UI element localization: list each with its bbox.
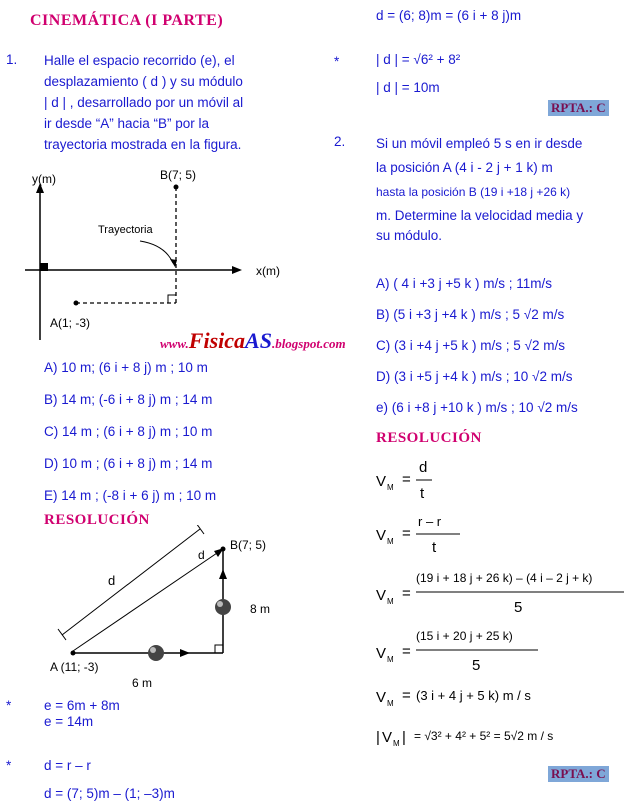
answer-badge-2: RPTA.: C [548, 766, 609, 782]
option-2a: A) ( 4 i +3 j +5 k ) m/s ; 11m/s [376, 276, 553, 291]
problem-1-number: 1. [6, 52, 18, 67]
p2-line-2: la posición A (4 i - 2 j + 1 k) m [376, 160, 553, 175]
eq-2-sign: = [402, 525, 411, 542]
distance-line-1: e = 6m + 8m [44, 698, 120, 713]
point-a2 [71, 651, 76, 656]
ball-horizontal-icon [148, 645, 164, 661]
p1-line-5: trayectoria mostrada en la figura. [44, 137, 242, 152]
p1-line-2: desplazamiento ( d ) y su módulo [44, 74, 243, 89]
resolution-heading-2: RESOLUCIÓN [376, 430, 482, 446]
eq-3-sign: = [402, 585, 411, 602]
vm-5: V [376, 689, 387, 706]
p2-line-3: hasta la posición B (19 i +18 j +26 k) [376, 185, 571, 199]
ball-vertical-icon [215, 599, 231, 615]
trajectory-figure [20, 165, 300, 340]
eq-5-sign: = [402, 687, 411, 704]
eq-1-den: t [420, 485, 425, 502]
problem-2-statement [376, 132, 624, 244]
star-3: * [334, 54, 340, 69]
problem-2-options [376, 268, 578, 423]
problem-2-number: 2. [334, 134, 346, 149]
point-b2-label: B(7; 5) [230, 538, 267, 552]
x-axis-label: x(m) [256, 264, 280, 278]
horizontal-arrow [180, 649, 190, 657]
blog-watermark[interactable] [160, 328, 346, 354]
velocity-equations [372, 452, 628, 752]
option-b: B) 14 m; (-6 i + 8 j) m ; 14 m [44, 392, 213, 407]
p2-line-4: m. Determine la velocidad media y [376, 208, 584, 223]
eq-1-num: d [419, 459, 428, 476]
eq-4-num: (15 i + 20 j + 25 k) [416, 629, 513, 643]
modulus-expr: = √3² + 4² + 5² = 5√2 m / s [414, 729, 554, 743]
option-2d: D) (3 i +5 j +4 k ) m/s ; 10 √2 m/s [376, 369, 573, 384]
star-1: * [6, 698, 12, 713]
p2-line-1: Si un móvil empleó 5 s en ir desde [376, 136, 583, 151]
mod-bar-right: | [402, 729, 406, 746]
mod-bar-left: | [376, 729, 380, 746]
vm-2: V [376, 527, 387, 544]
trajectory-pointer [140, 241, 173, 263]
vm-5-sub: M [387, 699, 394, 708]
point-b2 [221, 547, 226, 552]
distance-calc [44, 698, 120, 730]
vm-3: V [376, 587, 387, 604]
eq-4-sign: = [402, 643, 411, 660]
origin-marker [40, 263, 48, 271]
point-a-label: A(1; -3) [50, 316, 91, 330]
y-axis-label: y(m) [32, 172, 56, 186]
page-title: CINEMÁTICA (I PARTE) [30, 12, 224, 29]
problem-1-options [44, 352, 216, 512]
vm-6: V [382, 729, 393, 746]
displacement-formula-text: d = r – r [44, 758, 91, 773]
eq-3-num: (19 i + 18 j + 26 k) – (4 i – 2 j + k) [416, 571, 593, 585]
vm-4-sub: M [387, 655, 394, 664]
point-a2-label: A (11; -3) [50, 660, 99, 674]
x-axis-arrow [232, 266, 242, 274]
p1-line-3: | d | , desarrollado por un móvil al [44, 95, 244, 110]
d-label: d [108, 573, 116, 588]
dvec-label: d [198, 548, 205, 562]
vm-2-sub: M [387, 537, 394, 546]
point-b [174, 185, 179, 190]
point-b-label: B(7; 5) [160, 168, 197, 182]
right-angle-mark [168, 295, 176, 303]
displacement-values: d = (7; 5)m – (1; –3)m [44, 786, 175, 801]
point-a [74, 301, 79, 306]
eq-5-expr: (3 i + 4 j + 5 k) m / s [416, 688, 531, 703]
watermark-www: www. [160, 336, 189, 351]
right-angle-mark-2 [215, 645, 223, 653]
vm-4: V [376, 645, 387, 662]
vertical-arrow [219, 569, 227, 579]
star-2: * [6, 758, 12, 773]
ball-shine-2 [217, 601, 223, 607]
distance-line-2: e = 14m [44, 714, 94, 729]
horizontal-length-label: 6 m [132, 676, 153, 690]
vm-3-sub: M [387, 597, 394, 606]
d-tick-a [58, 629, 66, 640]
problem-1-statement [44, 50, 288, 155]
eq-3-den: 5 [514, 599, 523, 616]
dvec-line [73, 551, 220, 651]
trajectory-label: Trayectoria [98, 224, 153, 236]
option-e: E) 14 m ; (-8 i + 6 j) m ; 10 m [44, 488, 217, 503]
d-line [62, 529, 200, 635]
p2-line-5: su módulo. [376, 228, 443, 243]
option-2b: B) (5 i +3 j +4 k ) m/s ; 5 √2 m/s [376, 307, 565, 322]
vertical-length-label: 8 m [250, 602, 271, 616]
option-a: A) 10 m; (6 i + 8 j) m ; 10 m [44, 360, 208, 375]
watermark-rest: .blogspot.com [271, 336, 346, 351]
p1-line-4: ir desde “A” hacia “B” por la [44, 116, 210, 131]
displacement-formula [44, 758, 91, 773]
answer-badge-1: RPTA.: C [548, 100, 609, 116]
eq-4-den: 5 [472, 657, 481, 674]
eq-2-den: t [432, 539, 437, 556]
displacement-figure [40, 525, 300, 690]
option-d: D) 10 m ; (6 i + 8 j) m ; 14 m [44, 456, 213, 471]
modulus-line-2: | d | = 10m [376, 80, 440, 95]
watermark-fisica: Fisica [188, 328, 246, 353]
option-c: C) 14 m ; (6 i + 8 j) m ; 10 m [44, 424, 213, 439]
displacement-result: d = (6; 8)m = (6 i + 8 j)m [376, 8, 522, 23]
option-2e: e) (6 i +8 j +10 k ) m/s ; 10 √2 m/s [376, 400, 578, 415]
p1-line-1: Halle el espacio recorrido (e), el [44, 53, 235, 68]
eq-1-sign: = [402, 471, 411, 488]
resolution-heading-1: RESOLUCIÓN [44, 512, 150, 528]
vm-1-sub: M [387, 483, 394, 492]
modulus-line-1: | d | = √6² + 8² [376, 52, 461, 67]
watermark-as: AS [245, 328, 272, 353]
eq-2-num: r – r [418, 514, 442, 529]
vm-1: V [376, 473, 387, 490]
option-2c: C) (3 i +4 j +5 k ) m/s ; 5 √2 m/s [376, 338, 565, 353]
ball-shine-1 [150, 647, 156, 653]
vm-6-sub: M [393, 739, 400, 748]
